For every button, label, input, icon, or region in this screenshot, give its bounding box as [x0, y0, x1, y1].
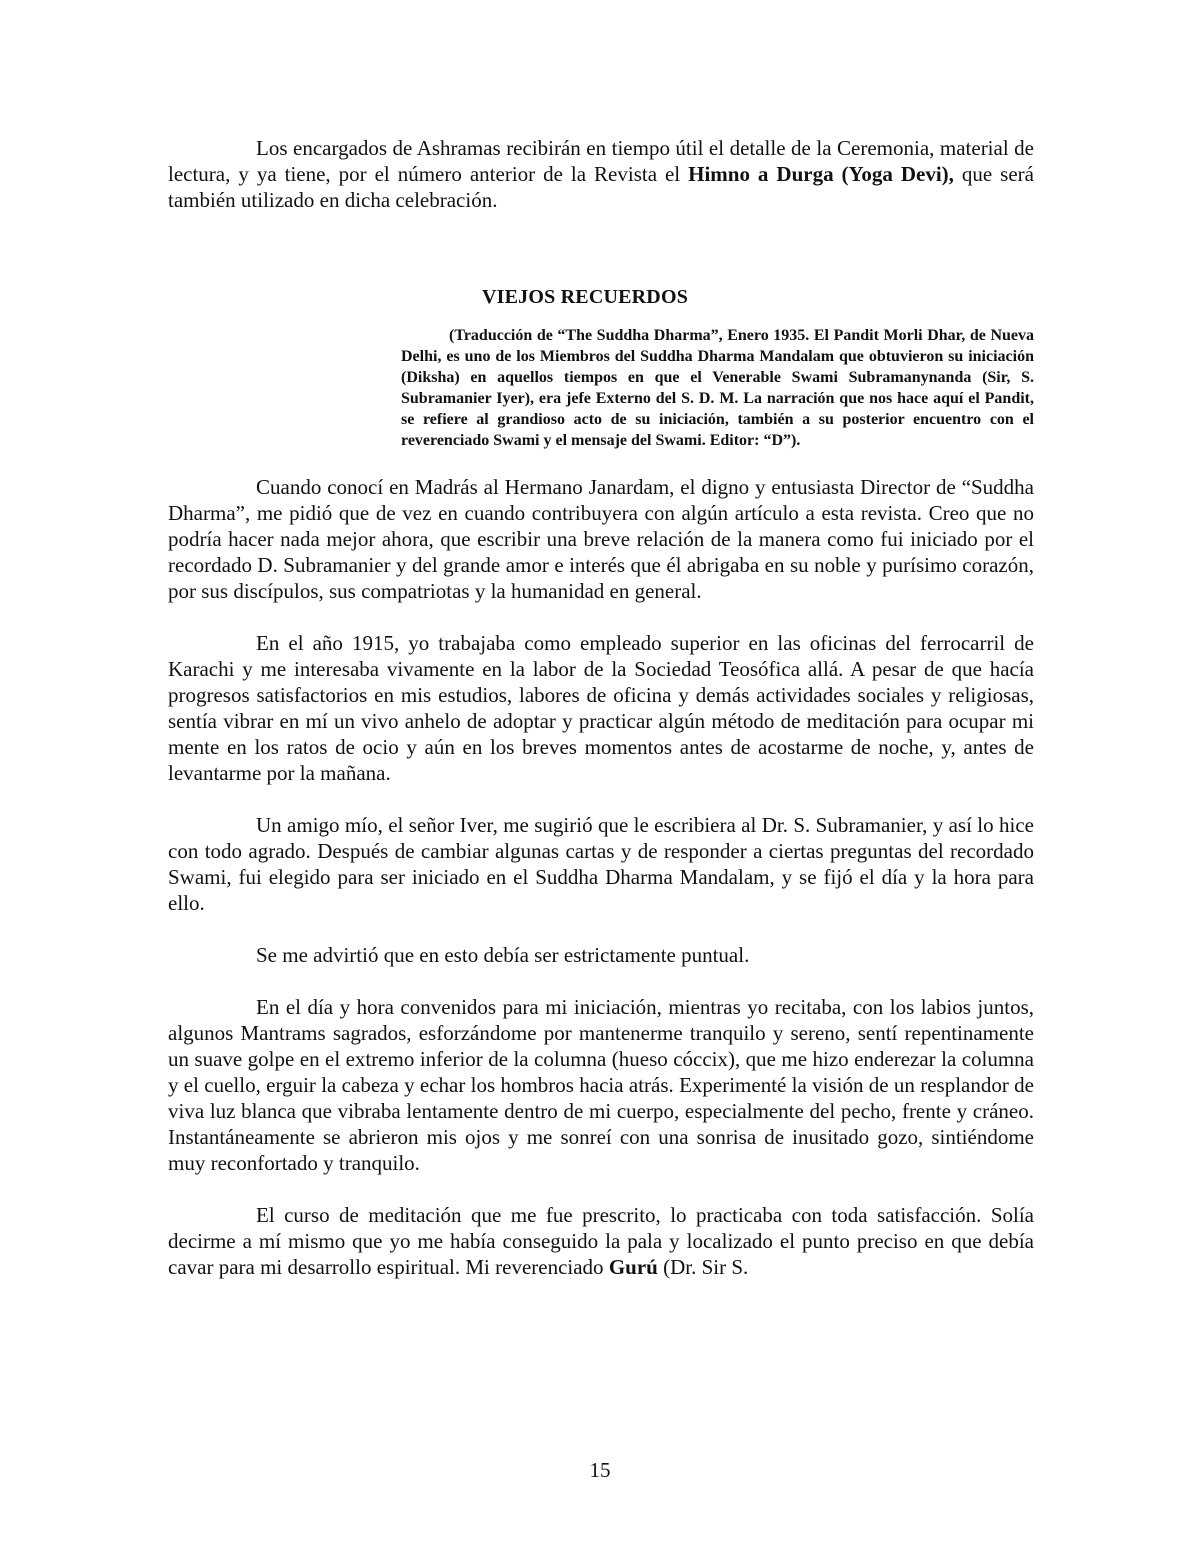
page-number: 15 [589, 1458, 611, 1482]
intro-text-before: Los encargados de Ashramas recibirán en tiempo útil el detalle de la Ceremonia, material de lectura, y ya tiene, por el número anterior de la Revista el [168, 136, 1034, 186]
paragraph-6 [168, 1202, 1034, 1280]
intro-text-after: que será también utilizado en dicha celebración. [168, 162, 1034, 212]
paragraph-1: Cuando conocí en Madrás al Hermano Janardam, el digno y entusiasta Director de “Suddha Dharma”, me pidió que de vez en cuando contribuyera con algún artículo a esta revista. Creo que no podría hacer nada mejor ahora, que escribir una breve relación de la manera como fui iniciado por el recordado D. Subramanier y del grande amor e interés que él abrigaba en su noble y purísimo corazón, por sus discípulos, sus compatriotas y la humanidad en general. [168, 475, 1034, 603]
paragraph-4: Se me advirtió que en esto debía ser estrictamente puntual. [256, 943, 750, 967]
paragraph-2: En el año 1915, yo trabajaba como empleado superior en las oficinas del ferrocarril de Karachi y me interesaba vivamente en la labor de la Sociedad Teosófica allá. A pesar de que hacía progresos satisfactorios en mis estudios, labores de oficina y demás actividades sociales y religiosas, sentía vibrar en mí un vivo anhelo de adoptar y practicar algún método de meditación para ocupar mi mente en los ratos de ocio y aún en los breves momentos antes de acostarme de noche, y, antes de levantarme por la mañana. [168, 631, 1034, 785]
paragraph-6-bold: Gurú [608, 1255, 658, 1279]
intro-bold-text: Himno a Durga (Yoga Devi), [688, 162, 954, 186]
intro-paragraph [168, 135, 1034, 213]
translation-note: (Traducción de “The Suddha Dharma”, Enero 1935. El Pandit Morli Dhar, de Nueva Delhi, es uno de los Miembros del Suddha Dharma Mandalam que obtuvieron su iniciación (Diksha) en aquellos tiempos en que el Venerable Swami Subramanynanda (Sir, S. Subramanier Iyer), era jefe Externo del S. D. M. La narración que nos hace aquí el Pandit, se refiere al grandioso acto de su iniciación, también a su posterior encuentro con el reverenciado Swami y el mensaje del Swami. Editor: “D”). [401, 327, 1034, 449]
paragraph-3: Un amigo mío, el señor Iver, me sugirió que le escribiera al Dr. S. Subramanier, y así lo hice con todo agrado. Después de cambiar algunas cartas y de responder a ciertas preguntas del recordado Swami, fui elegido para ser iniciado en el Suddha Dharma Mandalam, y se fijó el día y la hora para ello. [168, 813, 1034, 915]
paragraph-6-before: El curso de meditación que me fue prescrito, lo practicaba con toda satisfacción. Solía decirme a mí mismo que yo me había conseguido la pala y localizado el punto preciso en que debía cavar para mi desarrollo espiritual. Mi reverenciado [168, 1203, 1034, 1279]
paragraph-6-after: (Dr. Sir S. [657, 1255, 749, 1279]
spacer [168, 213, 1034, 284]
page-content [168, 135, 1034, 1280]
section-title: VIEJOS RECUERDOS [482, 286, 689, 308]
paragraph-5: En el día y hora convenidos para mi iniciación, mientras yo recitaba, con los labios juntos, algunos Mantrams sagrados, esforzándome por mantenerme tranquilo y sereno, sentí repentinamente un suave golpe en el extremo inferior de la columna (hueso cóccix), que me hizo enderezar la columna y el cuello, erguir la cabeza y echar los hombros hacia atrás. Experimenté la visión de un resplandor de viva luz blanca que vibraba lentamente dentro de mi cuerpo, especialmente del pecho, frente y cráneo. Instantáneamente se abrieron mis ojos y me sonreí con una sonrisa de inusitado gozo, sintiéndome muy reconfortado y tranquilo. [168, 995, 1034, 1175]
